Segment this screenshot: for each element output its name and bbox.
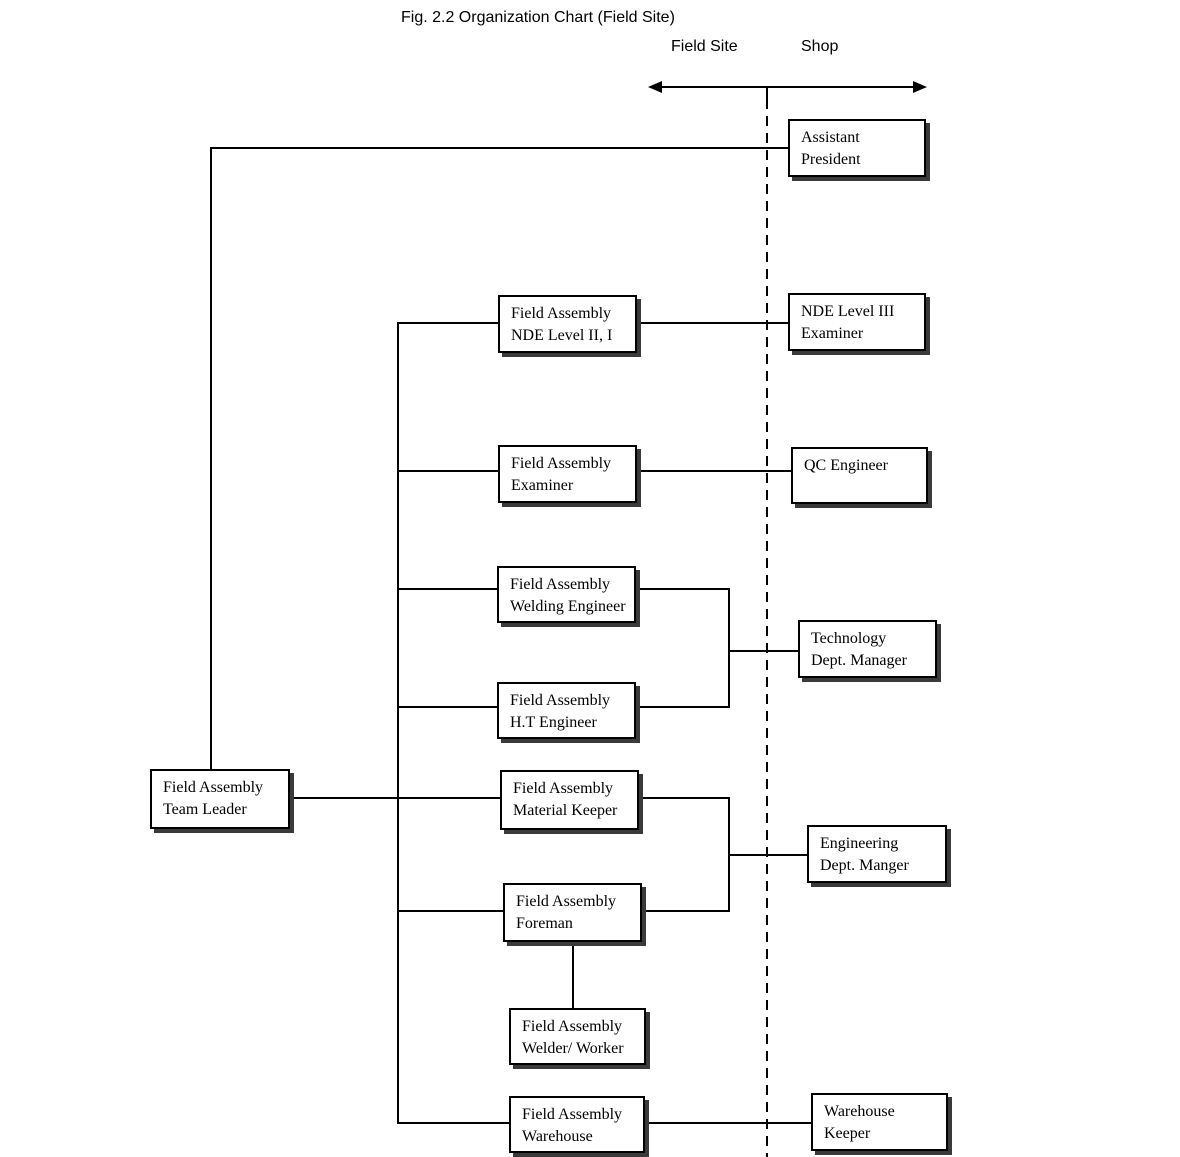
connector-foreman-to-bracket-h: [642, 910, 730, 912]
connector-material-to-bracket-h: [639, 797, 730, 799]
connector-foreman-to-welder-v: [572, 942, 574, 1008]
connector-trunk-to-ht-h: [397, 706, 497, 708]
connector-tech-bracket-v: [728, 588, 730, 708]
assistant-president-box-label: President: [801, 151, 861, 168]
field-assembly-examiner-box-label: Field Assembly: [511, 455, 612, 472]
field-assembly-foreman-box-label: Foreman: [516, 915, 573, 932]
connector-trunk-to-nde-h: [397, 322, 498, 324]
technology-dept-manager-box: [798, 620, 937, 678]
field-assembly-warehouse-box: [509, 1096, 645, 1153]
field-assembly-warehouse-box-label: Field Assembly: [522, 1106, 623, 1123]
field-assembly-material-keeper-box: [500, 770, 639, 830]
field-assembly-nde-level-2-1-box-label: Field Assembly: [511, 305, 612, 322]
nde-level-3-examiner-box-label: NDE Level III: [801, 303, 895, 320]
field-assembly-examiner-box-label: Examiner: [511, 477, 574, 494]
connector-ht-to-bracket-h: [636, 706, 730, 708]
field-assembly-foreman-box: [503, 883, 642, 942]
field-assembly-material-keeper-box-label: Material Keeper: [513, 802, 618, 819]
field-assembly-foreman-box-label: Field Assembly: [516, 893, 617, 910]
nde-level-3-examiner-box: [788, 293, 926, 351]
connector-team-leader-to-material-h: [290, 797, 502, 799]
assistant-president-box-label: Assistant: [801, 129, 860, 146]
warehouse-keeper-box-label: Keeper: [824, 1125, 871, 1142]
technology-dept-manager-box-label: Dept. Manager: [811, 652, 907, 669]
engineering-dept-manger-box: [807, 825, 947, 883]
field-assembly-welding-engineer-box: [497, 566, 636, 623]
connector-nde-to-nde3-h: [637, 322, 790, 324]
figure-title: Fig. 2.2 Organization Chart (Field Site): [401, 9, 675, 26]
field-assembly-nde-level-2-1-box-label: NDE Level II, I: [511, 327, 613, 344]
connector-bracket-to-tech-h: [728, 650, 800, 652]
field-assembly-material-keeper-box-label: Field Assembly: [513, 780, 614, 797]
engineering-dept-manger-box-label: Engineering: [820, 835, 899, 852]
field-assembly-ht-engineer-box-label: H.T Engineer: [510, 714, 597, 731]
field-assembly-welder-worker-box-label: Welder/ Worker: [522, 1040, 624, 1057]
connector-trunk-v: [397, 322, 399, 1124]
field-assembly-welder-worker-box: [509, 1008, 646, 1065]
connector-trunk-to-examiner-h: [397, 470, 498, 472]
field-assembly-nde-level-2-1-box: [498, 295, 637, 353]
field-assembly-examiner-box: [498, 445, 637, 503]
warehouse-keeper-box-label: Warehouse: [824, 1103, 895, 1120]
connector-warehouse-to-keeper-h: [645, 1122, 813, 1124]
field-assembly-welding-engineer-box-label: Field Assembly: [510, 576, 611, 593]
field-assembly-welder-worker-box-label: Field Assembly: [522, 1018, 623, 1035]
engineering-dept-manger-box-label: Dept. Manger: [820, 857, 909, 874]
field-assembly-warehouse-box-label: Warehouse: [522, 1128, 593, 1145]
arrowhead-right-icon: [913, 81, 927, 93]
connector-arrow-to-divider-stub-v: [766, 87, 768, 99]
arrowhead-left-icon: [648, 81, 662, 93]
field-assembly-team-leader-box-label: Team Leader: [163, 801, 247, 818]
connector-welding-to-bracket-h: [636, 588, 730, 590]
connector-team-leader-to-president-h: [210, 147, 790, 149]
field-assembly-ht-engineer-box: [497, 682, 636, 739]
warehouse-keeper-box: [811, 1093, 948, 1151]
shop-label: Shop: [801, 38, 839, 55]
field-site-shop-divider: [766, 99, 768, 1157]
technology-dept-manager-box-label: Technology: [811, 630, 887, 647]
qc-engineer-box: [791, 447, 928, 504]
field-assembly-ht-engineer-box-label: Field Assembly: [510, 692, 611, 709]
nde-level-3-examiner-box-label: Examiner: [801, 325, 864, 342]
field-assembly-team-leader-box: [150, 769, 290, 829]
connector-examiner-to-qc-h: [637, 470, 793, 472]
assistant-president-box: [788, 119, 926, 177]
connector-trunk-to-welding-h: [397, 588, 497, 590]
connector-team-leader-riser-v: [210, 147, 212, 771]
connector-trunk-to-foreman-h: [397, 910, 503, 912]
field-site-shop-axis-line: [659, 86, 915, 88]
field-assembly-team-leader-box-label: Field Assembly: [163, 779, 264, 796]
connector-trunk-to-warehouse-h: [397, 1122, 509, 1124]
field-site-label: Field Site: [671, 38, 738, 55]
connector-bracket-to-eng-h: [728, 854, 809, 856]
qc-engineer-box-label: QC Engineer: [804, 457, 888, 474]
field-assembly-welding-engineer-box-label: Welding Engineer: [510, 598, 626, 615]
